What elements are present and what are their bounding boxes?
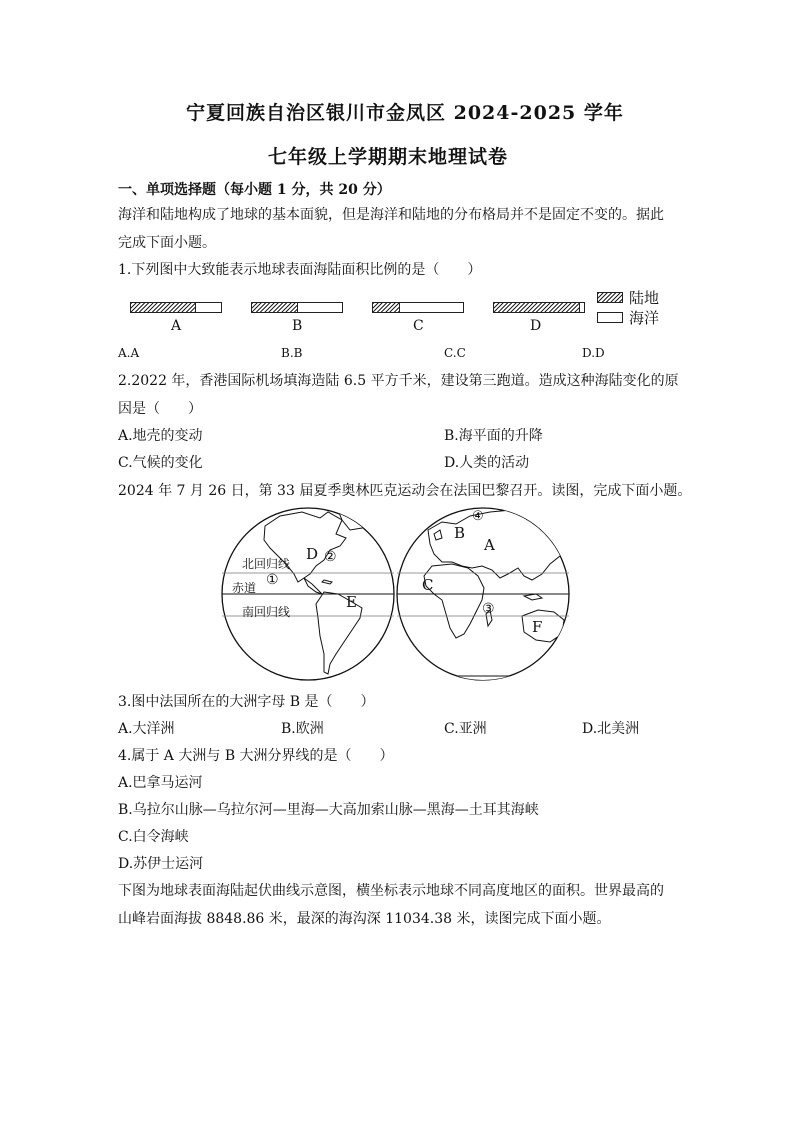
bar-c-land xyxy=(373,303,400,312)
legend-land-swatch xyxy=(597,292,623,303)
passage3-line2: 山峰岩面海拔 8848.86 米，最深的海沟深 11034.38 米，读图完成下面小题。 xyxy=(118,911,611,927)
bar-d xyxy=(493,302,585,313)
q1-option-b[interactable]: B.B xyxy=(281,346,303,360)
bar-c-label: C xyxy=(413,318,424,334)
world-map-figure xyxy=(220,504,572,684)
bar-c xyxy=(372,302,464,313)
q2-stem-line1: 2.2022 年，香港国际机场填海造陆 6.5 平方千米，建设第三跑道。造成这种海陆变化的原 xyxy=(118,373,679,389)
q1-option-a[interactable]: A.A xyxy=(118,346,140,360)
q4-option-d[interactable]: D.苏伊士运河 xyxy=(118,856,204,872)
eastern-hemisphere xyxy=(397,508,569,682)
q3-option-b[interactable]: B.欧洲 xyxy=(281,721,324,737)
q1-option-d[interactable]: D.D xyxy=(582,346,605,360)
passage3-line1: 下图为地球表面海陆起伏曲线示意图，横坐标表示地球不同高度地区的面积。世界最高的 xyxy=(118,883,664,899)
q3-stem: 3.图中法国所在的大洲字母 B 是（ ） xyxy=(118,694,375,710)
bar-a-land xyxy=(131,303,196,312)
label-a: A xyxy=(484,536,495,554)
label-f: F xyxy=(532,618,543,636)
q4-stem: 4.属于 A 大洲与 B 大洲分界线的是（ ） xyxy=(118,748,394,764)
label-north-tropic: 北回归线 xyxy=(242,557,291,571)
legend-ocean-label: 海洋 xyxy=(629,309,660,327)
q4-option-c[interactable]: C.白令海峡 xyxy=(118,829,189,845)
q2-option-b[interactable]: B.海平面的升降 xyxy=(444,428,543,444)
label-c: C xyxy=(422,576,434,594)
bar-b-label: B xyxy=(292,318,303,334)
q4-option-b[interactable]: B.乌拉尔山脉—乌拉尔河—里海—大高加索山脉—黑海—土耳其海峡 xyxy=(118,802,539,818)
passage1-line1: 海洋和陆地构成了地球的基本面貌，但是海洋和陆地的分布格局并不是固定不变的。据此 xyxy=(118,207,664,223)
legend-ocean-swatch xyxy=(597,312,623,323)
bar-d-label: D xyxy=(530,318,542,334)
exam-title-line1: 宁夏回族自治区银川市金凤区 2024-2025 学年 xyxy=(186,102,624,124)
section-heading: 一、单项选择题（每小题 1 分，共 20 分） xyxy=(118,182,391,198)
q3-option-a[interactable]: A.大洋洲 xyxy=(118,721,175,737)
q2-option-d[interactable]: D.人类的活动 xyxy=(444,455,530,471)
label-e: E xyxy=(346,593,357,611)
bar-a-label: A xyxy=(171,318,182,334)
bar-b xyxy=(251,302,343,313)
label-circle-3: ③ xyxy=(482,601,495,617)
label-circle-1: ① xyxy=(266,572,279,588)
label-circle-2: ② xyxy=(324,549,337,565)
q2-stem-line2: 因是（ ） xyxy=(118,401,202,417)
label-circle-4: ④ xyxy=(472,509,484,524)
bar-d-land xyxy=(494,303,580,312)
passage2: 2024 年 7 月 26 日，第 33 届夏季奥林匹克运动会在法国巴黎召开。读图，完成下面小题。 xyxy=(118,483,692,499)
q1-stem: 1.下列图中大致能表示地球表面海陆面积比例的是（ ） xyxy=(118,262,482,278)
legend-land-label: 陆地 xyxy=(629,289,660,307)
q2-option-c[interactable]: C.气候的变化 xyxy=(118,455,203,471)
bar-a xyxy=(130,302,222,313)
bar-b-land xyxy=(252,303,298,312)
label-d: D xyxy=(306,545,319,563)
passage1-line2: 完成下面小题。 xyxy=(118,235,216,251)
q1-option-c[interactable]: C.C xyxy=(444,346,466,360)
label-b: B xyxy=(454,524,466,542)
exam-title-line2: 七年级上学期期末地理试卷 xyxy=(268,146,509,168)
q3-option-c[interactable]: C.亚洲 xyxy=(444,721,487,737)
q3-option-d[interactable]: D.北美洲 xyxy=(582,721,640,737)
q4-option-a[interactable]: A.巴拿马运河 xyxy=(118,775,203,791)
label-south-tropic: 南回归线 xyxy=(242,605,291,619)
q2-option-a[interactable]: A.地壳的变动 xyxy=(118,428,203,444)
label-equator: 赤道 xyxy=(232,581,257,595)
